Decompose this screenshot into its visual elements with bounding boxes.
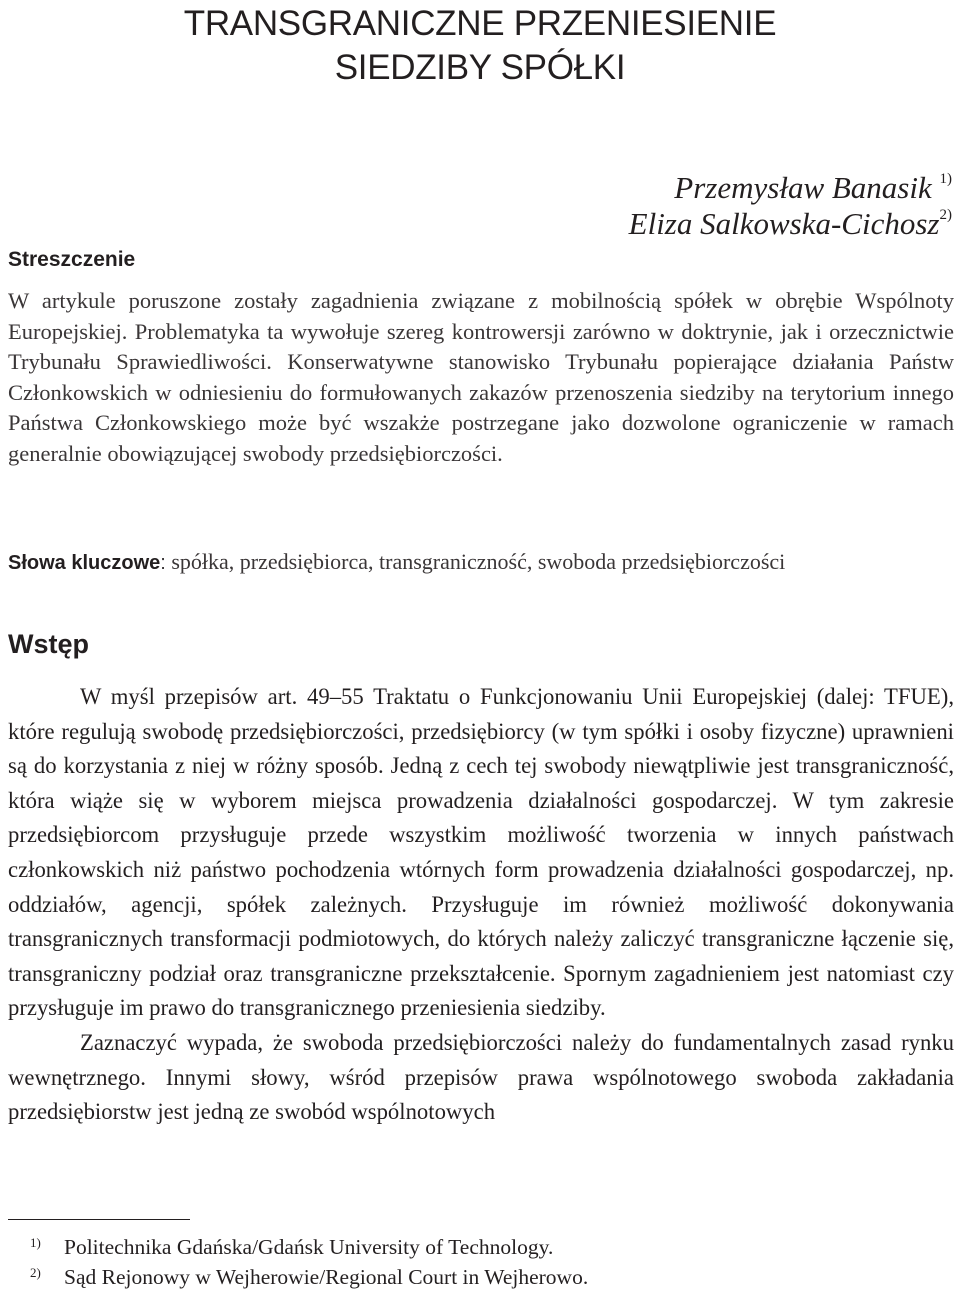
abstract-text: W artykule poruszone zostały zagadnienia związane z mobilnością spółek w obrębie Wspólnoty Europejskiej. Problematyka ta wywołuje szereg kontrowersji zarówno w doktrynie, jak i orzecznictwie Trybunału Sprawiedliwości. Konserwatywne stanowisko Trybunału popierające działania Państw Członkowskich w odniesieniu do formułowanych zakazów przenoszenia siedziby na terytorium innego Państwa Członkowskiego może być wszakże postrzegane jako dozwolone ograniczenie w ramach generalnie obowiązującej swobody przedsiębiorczości. <box>8 288 954 466</box>
author-2 <box>629 206 952 242</box>
footnote-2-mark: 2) <box>30 1265 41 1280</box>
footnote-1-mark: 1) <box>30 1235 41 1250</box>
introduction-paragraph-2: Zaznaczyć wypada, że swoboda przedsiębiorczości należy do fundamentalnych zasad rynku wewnętrznego. Innymi słowy, wśród przepisów prawa wspólnotowego swoboda zakładania przedsiębiorstw jest jedną ze swobód wspólnotowych <box>8 1029 954 1125</box>
introduction-heading: Wstęp <box>8 629 89 659</box>
author-1 <box>629 170 952 206</box>
keywords-line <box>8 547 958 578</box>
keywords-colon: : <box>160 552 166 574</box>
abstract-heading: Streszczenie <box>8 248 136 271</box>
author-list <box>629 170 952 242</box>
keywords-label: Słowa kluczowe <box>8 552 161 574</box>
footnote-2 <box>30 1262 588 1292</box>
introduction-paragraph-1: W myśl przepisów art. 49–55 Traktatu o Funkcjonowaniu Unii Europejskiej (dalej: TFUE), które regulują swobodę przedsiębiorczości, przedsiębiorcy (w tym spółki i osoby fizyczne) uprawnieni są do korzystania z niej w różny sposób. Jedną z cech tej swobody niewątpliwie jest transgraniczność, która wiąże się w wyborem miejsca prowadzenia działalności gospodarczej. W tym zakresie przedsiębiorcom przysługuje przede wszystkim możliwość tworzenia w innych państwach członkowskich niż państwo pochodzenia wtórnych form prowadzenia działalności gospodarczej, np. oddziałów, agencji, spółek zależnych. Przysługuje im również możliwość dokonywania transgranicznych transformacji podmiotowych, do których należy zaliczyć transgraniczne łączenie się, transgraniczny podział oraz transgraniczne przekształcenie. Spornym zagadnieniem jest natomiast czy przysługuje im prawo do transgranicznego przeniesienia siedziby. <box>8 684 954 1021</box>
author-1-name: Przemysław Banasik <box>674 170 932 205</box>
footnotes <box>30 1232 588 1292</box>
keywords-values: spółka, przedsiębiorca, transgraniczność, swoboda przedsiębiorczości <box>171 549 786 574</box>
footnote-1 <box>30 1232 588 1262</box>
author-2-name: Eliza Salkowska-Cichosz <box>628 206 940 241</box>
footnote-1-text: Politechnika Gdańska/Gdańsk University of Technology. <box>64 1235 554 1259</box>
introduction-body <box>8 680 954 1130</box>
article-title-line-1: TRANSGRANICZNE PRZENIESIENIE <box>183 4 777 43</box>
article-title <box>0 2 960 90</box>
article-title-line-2: SIEDZIBY SPÓŁKI <box>334 48 626 87</box>
author-1-footnote-mark: 1) <box>939 171 952 187</box>
footnote-separator <box>8 1219 190 1220</box>
footnote-2-text: Sąd Rejonowy w Wejherowie/Regional Court in Wejherowo. <box>64 1265 589 1289</box>
author-2-footnote-mark: 2) <box>939 207 952 223</box>
